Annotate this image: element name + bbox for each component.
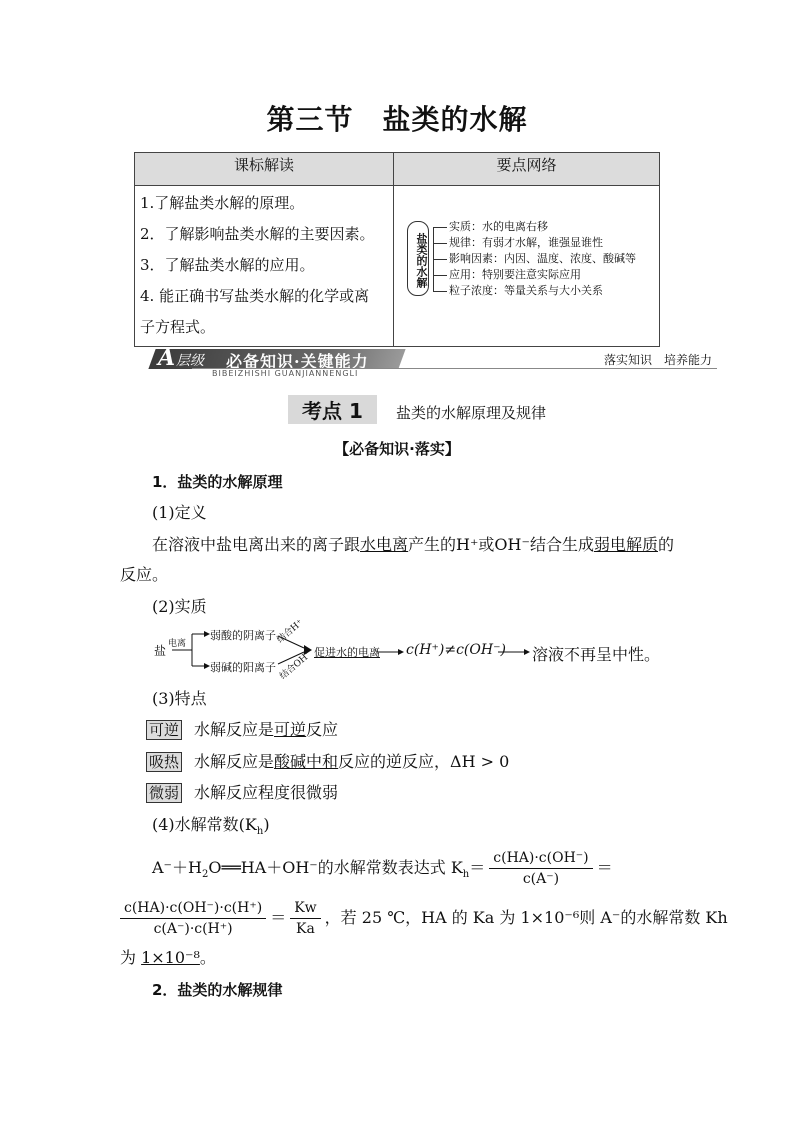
kh-sub: 2 (201, 869, 209, 881)
network-item: 应用：特别要注意实际应用 (449, 268, 581, 281)
banner-right-text: 落实知识 培养能力 (603, 353, 712, 367)
kh-result-line (120, 948, 216, 968)
diagram-promote: 促进水的电离 (314, 646, 380, 659)
network-tick (433, 259, 447, 260)
definition-underline-water: 水电离 (360, 535, 409, 554)
feature-tag: 微弱 (146, 783, 182, 803)
network-item: 影响因素：内因、温度、浓度、酸碱等 (449, 252, 636, 265)
exam-point-heading (288, 395, 546, 424)
diagram-salt: 盐 (154, 644, 167, 658)
network-root: 盐类的水解 (407, 221, 429, 296)
fraction-numerator: Kw (290, 898, 320, 919)
kh-heading-end: ) (263, 815, 270, 834)
network-item: 粒子浓度：等量关系与大小关系 (449, 284, 603, 297)
banner-divider (192, 368, 717, 369)
diagram-combine-h: 结合H⁺ (275, 617, 306, 646)
kh-text: O══HA＋OH⁻的水解常数表达式 K (208, 858, 463, 877)
essence-diagram (152, 617, 712, 682)
banner-level: 层级 (176, 353, 204, 369)
network-item: 规律：有弱才水解，谁强显谁性 (449, 236, 603, 249)
heading-features: (3)特点 (152, 689, 207, 708)
kh-fraction-1 (489, 848, 592, 889)
objective-item: 2．了解影响盐类水解的主要因素。 (140, 225, 375, 243)
kh-result-value: 1×10⁻⁸ (141, 948, 200, 967)
section-subheading: 【必备知识·落实】 (334, 440, 460, 458)
heading-hydrolysis-constant (152, 815, 270, 842)
fraction-denominator: Ka (296, 921, 315, 937)
feature-text: 水解反应是 (194, 752, 275, 771)
diagram-ionize: 电离 (168, 639, 187, 649)
exam-point-title: 盐类的水解原理及规律 (395, 404, 546, 422)
fraction-denominator: c(A⁻) (522, 871, 560, 887)
objective-item: 1.了解盐类水解的原理。 (140, 194, 305, 212)
kh-expression-line-2: $\frac{c(HA)\cdot c(OH^-)\cdot c(H^+)}{c(A^-)\cdot c(H^+)}$ ＝ $\frac{Kw}{Ka}$ ，若 25 ℃，HA 的 Ka 为 1×10⁻⁶则 A⁻的水解常数 Kh (116, 896, 728, 940)
objectives-header-standards: 课标解读 (135, 153, 394, 186)
kh-text: ＝ (469, 858, 486, 877)
banner-pinyin: BIBEIZHISHI GUANJIANNENGLI (212, 369, 359, 378)
heading-hydrolysis-rules: 2．盐类的水解规律 (152, 981, 283, 999)
banner-main-text: 必备知识·关键能力 (226, 352, 369, 371)
kh-result-text: 。 (199, 948, 216, 967)
feature-reversible (146, 720, 338, 740)
definition-line-2: 反应。 (120, 565, 169, 584)
kh-text: A⁻＋H (152, 858, 202, 877)
objective-item: 3．了解盐类水解的应用。 (140, 256, 315, 274)
objectives-table (134, 152, 660, 347)
network-tick (433, 291, 447, 292)
diagram-concentration: c(H⁺)≠c(OH⁻) (406, 642, 506, 658)
feature-text: 水解反应程度很微弱 (194, 783, 339, 802)
network-item: 实质：水的电离右移 (449, 220, 548, 233)
feature-text: 反应的逆反应，ΔH > 0 (338, 752, 510, 771)
objective-item: 4. 能正确书写盐类水解的化学或离 (140, 287, 370, 305)
diagram-weak-base-cation: 弱碱的阳离子 (210, 661, 276, 674)
network-tick (433, 227, 447, 228)
banner-letter: A (158, 345, 176, 371)
kh-condition-text: ，若 25 ℃，HA 的 Ka 为 1×10⁻⁶则 A⁻的水解常数 Kh (324, 908, 728, 927)
kh-expression-line-1: $A^-+H_2O══HA+OH^-$的水解常数表达式 $K_h=$ $\frac{c(HA)\cdot c(OH^-)}{c(A^-)}$ ＝ (152, 850, 613, 887)
feature-endothermic (146, 752, 509, 772)
feature-underline: 可逆 (274, 720, 307, 739)
network-tick (433, 275, 447, 276)
network-items (449, 219, 636, 299)
diagram-result: 溶液不再呈中性。 (532, 645, 661, 664)
definition-text: 在溶液中盐电离出来的离子跟 (152, 535, 361, 554)
definition-text: 产生的H⁺或OH⁻结合生成 (408, 535, 594, 554)
heading-definition: (1)定义 (152, 503, 207, 522)
feature-text: 水解反应是 (194, 720, 275, 739)
objective-item: 子方程式。 (140, 318, 216, 336)
feature-weak (146, 783, 338, 803)
network-tick (433, 243, 447, 244)
feature-tag: 吸热 (146, 752, 182, 772)
heading-hydrolysis-principle: 1．盐类的水解原理 (152, 473, 283, 491)
network-cell (394, 186, 660, 347)
fraction-numerator: c(HA)·c(OH⁻) (489, 848, 592, 869)
fraction-numerator: c(HA)·c(OH⁻)·c(H⁺) (120, 898, 266, 919)
feature-underline: 酸碱中和 (274, 752, 339, 771)
objectives-header-network: 要点网络 (394, 153, 660, 186)
objectives-list-cell (135, 186, 394, 347)
kh-result-text: 为 (120, 948, 142, 967)
level-banner (152, 345, 718, 378)
kh-fraction-3 (290, 898, 320, 939)
definition-line-1 (152, 535, 674, 555)
feature-text: 反应 (306, 720, 339, 739)
definition-underline-weak: 弱电解质 (593, 535, 658, 554)
kh-sub: h (462, 869, 470, 881)
feature-tag: 可逆 (146, 720, 182, 740)
diagram-combine-oh: 结合OH⁻ (278, 649, 314, 682)
heading-essence: (2)实质 (152, 597, 207, 616)
kh-heading-sub: h (256, 826, 264, 838)
definition-text: 的 (657, 535, 674, 554)
page-title: 第三节 盐类的水解 (266, 103, 528, 136)
exam-point-label: 考点 1 (288, 395, 377, 424)
kh-fraction-2 (120, 898, 266, 939)
kh-heading-text: (4)水解常数(K (152, 815, 257, 834)
diagram-weak-acid-anion: 弱酸的阴离子 (210, 629, 276, 642)
fraction-denominator: c(A⁻)·c(H⁺) (153, 921, 233, 937)
